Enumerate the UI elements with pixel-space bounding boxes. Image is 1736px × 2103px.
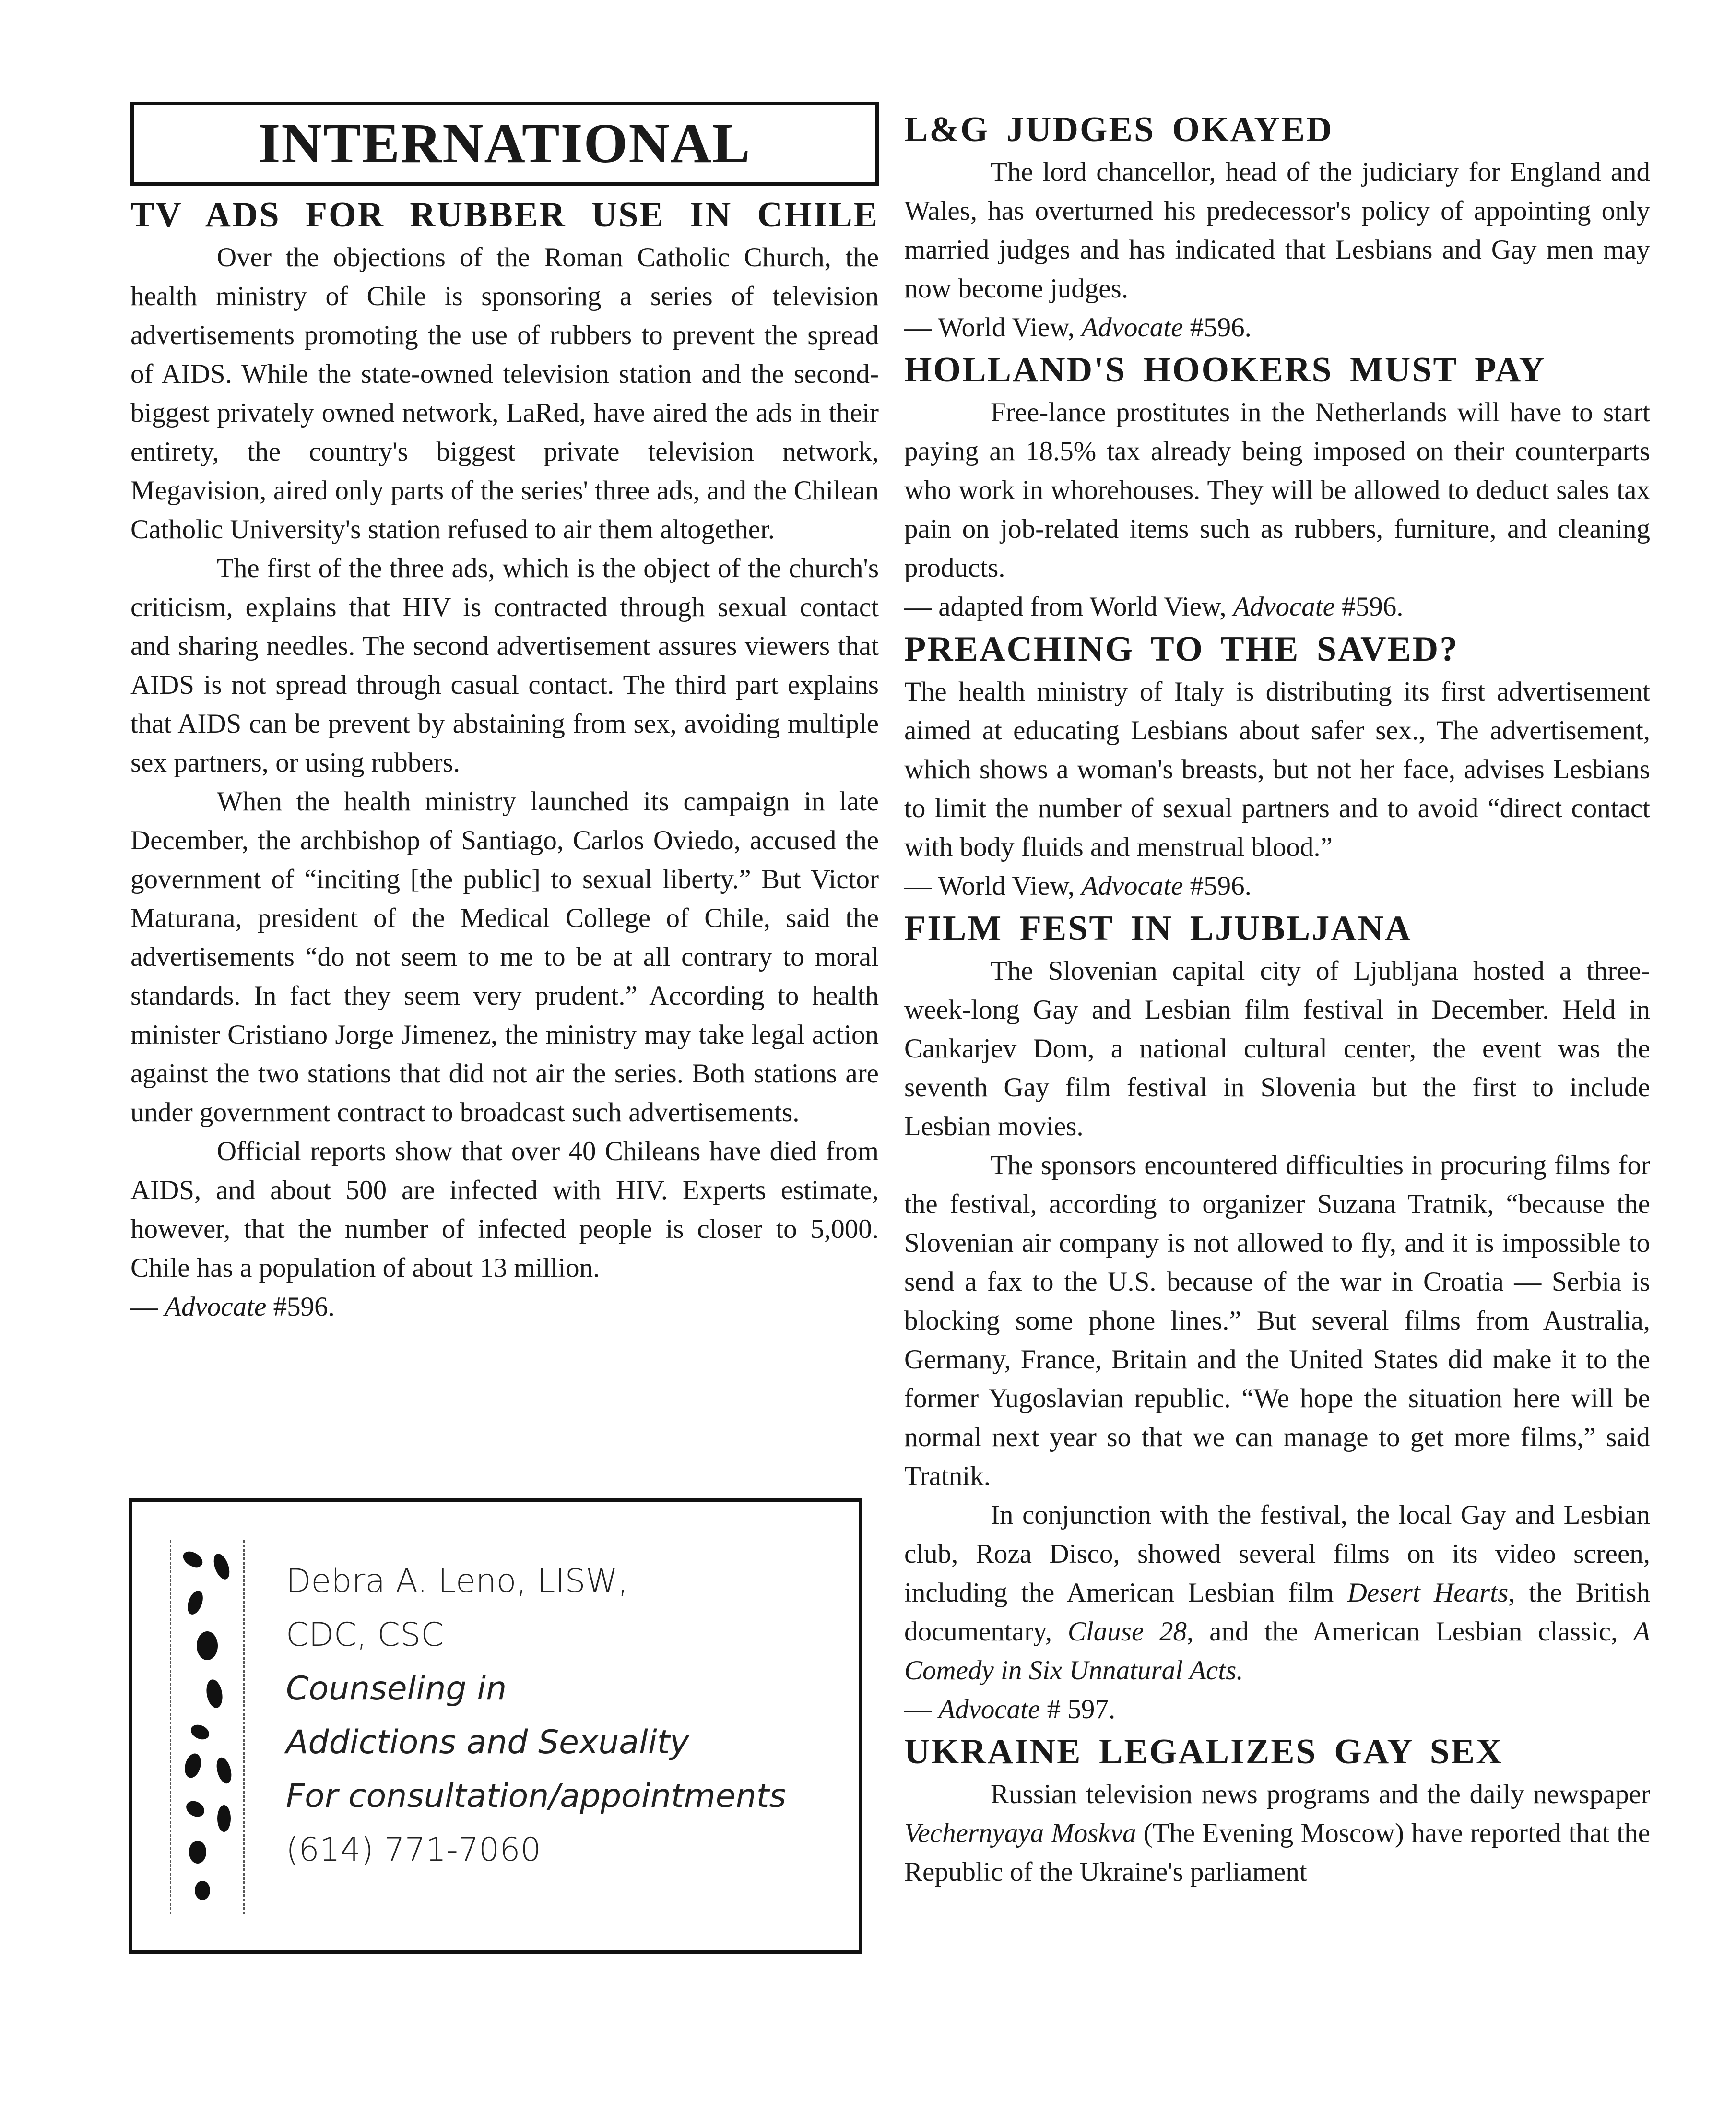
headline: L&G JUDGES OKAYED <box>904 110 1334 149</box>
service-line: Addictions and Sexuality <box>286 1723 689 1761</box>
counselor-name: Debra A. Leno, LISW, <box>286 1562 628 1600</box>
article-chile <box>130 192 879 1326</box>
article-holland <box>904 347 1650 626</box>
service-line: Counseling in <box>286 1670 507 1708</box>
paragraph: The health ministry of Italy is distributing its first advertisement aimed at educating Lesbians about safer sex., The advertisement, which shows a woman's breasts, but not her face, advises Lesbians to limit the number of sexual partners and to avoid “direct contact with body fluids and menstrual blood.” <box>904 677 1650 862</box>
floral-ornament-icon <box>170 1540 245 1914</box>
paragraph: The Slovenian capital city of Ljubljana hosted a three-week-long Gay and Lesbian film festival in December. Held in Cankarjev Dom, a national cultural center, the event was the seventh Gay film festival in Slovenia but the first to include Lesbian movies. <box>904 956 1650 1141</box>
right-column <box>904 107 1650 1891</box>
ad-text <box>286 1555 786 1877</box>
paragraph: The lord chancellor, head of the judiciary for England and Wales, has overturned his predecessor's policy of appointing only married judges and has indicated that Lesbians and Gay men may now become judges. <box>904 157 1650 304</box>
paragraph: When the health ministry launched its campaign in late December, the archbishop of Santiago, Carlos Oviedo, accused the government of “inciting [the public] to sexual liberty.” But Victor Maturana, president of the Medical College of Chile, said the advertisements “do not seem to me to be at all contrary to moral standards. In fact they seem very prudent.” According to health minister Cristiano Jorge Jimenez, the ministry may take legal action against the two stations that did not air the series. Both stations are under government contract to broadcast such advertisements. <box>130 786 879 1128</box>
paragraph: The first of the three ads, which is the object of the church's criticism, explains that HIV is contracted through sexual contact and sharing needles. The second advertisement assures viewers that AIDS is not spread through casual contact. The third part explains that AIDS can be prevent by abstaining from sex, avoiding multiple sex partners, or using rubbers. <box>130 553 879 778</box>
article-judges <box>904 107 1650 347</box>
paragraph: In conjunction with the festival, the local Gay and Lesbian club, Roza Disco, showed several films on its video screen, including the American Lesbian film Desert Hearts, the British documentary, Clause 28, and the American Lesbian classic, A Comedy in Six Unnatural Acts. <box>904 1500 1651 1686</box>
paragraph: The sponsors encountered difficulties in procuring films for the festival, according to organizer Suzana Tratnik, “because the Slovenian air company is not allowed to fly, and it is impossible to send a fax to the U.S. because of the war in Croatia — Serbia is blocking some phone lines.” But several films from Australia, Germany, France, Britain and the United States did make it to the former Yugoslavian republic. “We hope the situation here will be normal next year so that we can manage to get more films,” said Tratnik. <box>904 1150 1650 1491</box>
paragraph: Free-lance prostitutes in the Netherlands will have to start paying an 18.5% tax already being imposed on their counterparts who work in whorehouses. They will be allowed to deduct sales tax pain on job-related items such as rubbers, furniture, and cleaning products. <box>904 397 1650 583</box>
left-column <box>130 102 879 1326</box>
paragraph: Official reports show that over 40 Chileans have died from AIDS, and about 500 are infected with HIV. Experts estimate, however, that the number of infected people is closer to 5,000. Chile has a population of about 13 million. <box>130 1136 879 1283</box>
counseling-advertisement <box>129 1498 862 1954</box>
headline: HOLLAND'S HOOKERS MUST PAY <box>904 350 1546 390</box>
headline: UKRAINE LEGALIZES GAY SEX <box>904 1732 1503 1771</box>
section-title-box <box>130 102 879 186</box>
article-ukraine <box>904 1729 1650 1891</box>
headline: TV ADS FOR RUBBER USE IN CHILE <box>130 195 879 235</box>
source-credit: — World View, Advocate #596. <box>904 312 1252 343</box>
article-ljubljana <box>904 905 1650 1729</box>
headline: FILM FEST IN LJUBLJANA <box>904 909 1412 948</box>
phone-number: (614) 771-7060 <box>286 1831 541 1869</box>
article-italy <box>904 626 1650 905</box>
headline: PREACHING TO THE SAVED? <box>904 630 1459 669</box>
source-credit: — World View, Advocate #596. <box>904 871 1252 901</box>
credentials: CDC, CSC <box>286 1616 444 1654</box>
paragraph: Russian television news programs and the daily newspaper Vechernyaya Moskva (The Evening Moscow) have reported that the Republic of the Ukraine's parliament <box>904 1779 1650 1887</box>
contact-line: For consultation/appointments <box>286 1777 786 1815</box>
source-credit: — Advocate # 597. <box>904 1694 1116 1724</box>
section-title: INTERNATIONAL <box>258 112 751 175</box>
source-credit: — Advocate #596. <box>130 1292 335 1322</box>
paragraph: Over the objections of the Roman Catholic Church, the health ministry of Chile is sponsoring a series of television advertisements promoting the use of rubbers to prevent the spread of AIDS. While the state-owned television station and the second-biggest privately owned network, LaRed, have aired the ads in their entirety, the country's biggest private television network, Megavision, aired only parts of the series' three ads, and the Chilean Catholic University's station refused to air them altogether. <box>130 242 879 545</box>
source-credit: — adapted from World View, Advocate #596. <box>904 592 1404 622</box>
